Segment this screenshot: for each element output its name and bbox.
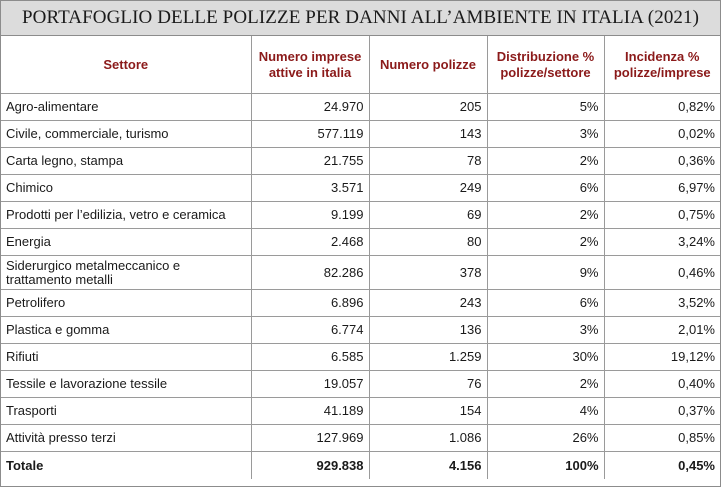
cell-settore: Attività presso terzi xyxy=(1,425,251,452)
cell-settore: Energia xyxy=(1,229,251,256)
header-settore: Settore xyxy=(1,36,251,94)
cell-distribuzione: 2% xyxy=(487,371,604,398)
cell-incidenza: 6,97% xyxy=(604,175,720,202)
table-row xyxy=(1,425,720,452)
header-row xyxy=(1,36,720,94)
cell-imprese: 6.585 xyxy=(251,344,369,371)
cell-polizze: 1.086 xyxy=(369,425,487,452)
cell-polizze: 136 xyxy=(369,317,487,344)
header-imprese: Numero imprese attive in italia xyxy=(251,36,369,94)
cell-settore: Tessile e lavorazione tessile xyxy=(1,371,251,398)
cell-incidenza: 0,36% xyxy=(604,148,720,175)
cell-imprese: 2.468 xyxy=(251,229,369,256)
table-row xyxy=(1,371,720,398)
table-row xyxy=(1,175,720,202)
cell-distribuzione: 26% xyxy=(487,425,604,452)
cell-polizze: 1.259 xyxy=(369,344,487,371)
cell-settore: Trasporti xyxy=(1,398,251,425)
cell-incidenza: 0,82% xyxy=(604,94,720,121)
cell-settore: Agro-alimentare xyxy=(1,94,251,121)
cell-imprese: 127.969 xyxy=(251,425,369,452)
cell-distribuzione: 30% xyxy=(487,344,604,371)
table-row xyxy=(1,290,720,317)
total-incidenza: 0,45% xyxy=(604,452,720,480)
cell-polizze: 154 xyxy=(369,398,487,425)
cell-incidenza: 0,85% xyxy=(604,425,720,452)
cell-polizze: 80 xyxy=(369,229,487,256)
cell-settore: Rifiuti xyxy=(1,344,251,371)
table-row xyxy=(1,344,720,371)
cell-distribuzione: 2% xyxy=(487,148,604,175)
cell-polizze: 243 xyxy=(369,290,487,317)
cell-imprese: 577.119 xyxy=(251,121,369,148)
total-row xyxy=(1,452,720,480)
cell-imprese: 3.571 xyxy=(251,175,369,202)
cell-settore: Carta legno, stampa xyxy=(1,148,251,175)
cell-distribuzione: 2% xyxy=(487,202,604,229)
cell-imprese: 9.199 xyxy=(251,202,369,229)
cell-distribuzione: 3% xyxy=(487,317,604,344)
cell-settore: Civile, commerciale, turismo xyxy=(1,121,251,148)
header-distribuzione: Distribuzione % polizze/settore xyxy=(487,36,604,94)
cell-polizze: 78 xyxy=(369,148,487,175)
cell-imprese: 21.755 xyxy=(251,148,369,175)
table-row xyxy=(1,121,720,148)
cell-polizze: 69 xyxy=(369,202,487,229)
total-distribuzione: 100% xyxy=(487,452,604,480)
cell-incidenza: 0,40% xyxy=(604,371,720,398)
cell-settore: Siderurgico metalmeccanico e trattamento metalli xyxy=(1,256,251,290)
cell-incidenza: 3,24% xyxy=(604,229,720,256)
cell-polizze: 76 xyxy=(369,371,487,398)
cell-distribuzione: 5% xyxy=(487,94,604,121)
policy-table xyxy=(1,36,720,479)
cell-distribuzione: 3% xyxy=(487,121,604,148)
table-title: PORTAFOGLIO DELLE POLIZZE PER DANNI ALL’AMBIENTE IN ITALIA (2021) xyxy=(1,1,720,36)
table-row xyxy=(1,317,720,344)
cell-polizze: 143 xyxy=(369,121,487,148)
cell-imprese: 82.286 xyxy=(251,256,369,290)
cell-settore: Chimico xyxy=(1,175,251,202)
cell-distribuzione: 6% xyxy=(487,175,604,202)
total-label: Totale xyxy=(1,452,251,480)
cell-distribuzione: 6% xyxy=(487,290,604,317)
cell-incidenza: 3,52% xyxy=(604,290,720,317)
cell-polizze: 249 xyxy=(369,175,487,202)
cell-incidenza: 0,37% xyxy=(604,398,720,425)
cell-settore: Prodotti per l’edilizia, vetro e ceramica xyxy=(1,202,251,229)
cell-distribuzione: 4% xyxy=(487,398,604,425)
total-imprese: 929.838 xyxy=(251,452,369,480)
table-row xyxy=(1,148,720,175)
cell-distribuzione: 9% xyxy=(487,256,604,290)
cell-incidenza: 19,12% xyxy=(604,344,720,371)
cell-imprese: 24.970 xyxy=(251,94,369,121)
table-row xyxy=(1,229,720,256)
header-incidenza: Incidenza % polizze/imprese xyxy=(604,36,720,94)
cell-imprese: 19.057 xyxy=(251,371,369,398)
total-polizze: 4.156 xyxy=(369,452,487,480)
cell-incidenza: 2,01% xyxy=(604,317,720,344)
cell-imprese: 41.189 xyxy=(251,398,369,425)
table-row xyxy=(1,398,720,425)
table-row xyxy=(1,256,720,290)
cell-settore: Petrolifero xyxy=(1,290,251,317)
table-row xyxy=(1,94,720,121)
cell-polizze: 205 xyxy=(369,94,487,121)
cell-settore: Plastica e gomma xyxy=(1,317,251,344)
cell-imprese: 6.896 xyxy=(251,290,369,317)
cell-polizze: 378 xyxy=(369,256,487,290)
cell-incidenza: 0,02% xyxy=(604,121,720,148)
cell-incidenza: 0,46% xyxy=(604,256,720,290)
cell-imprese: 6.774 xyxy=(251,317,369,344)
header-polizze: Numero polizze xyxy=(369,36,487,94)
cell-incidenza: 0,75% xyxy=(604,202,720,229)
cell-distribuzione: 2% xyxy=(487,229,604,256)
table-row xyxy=(1,202,720,229)
